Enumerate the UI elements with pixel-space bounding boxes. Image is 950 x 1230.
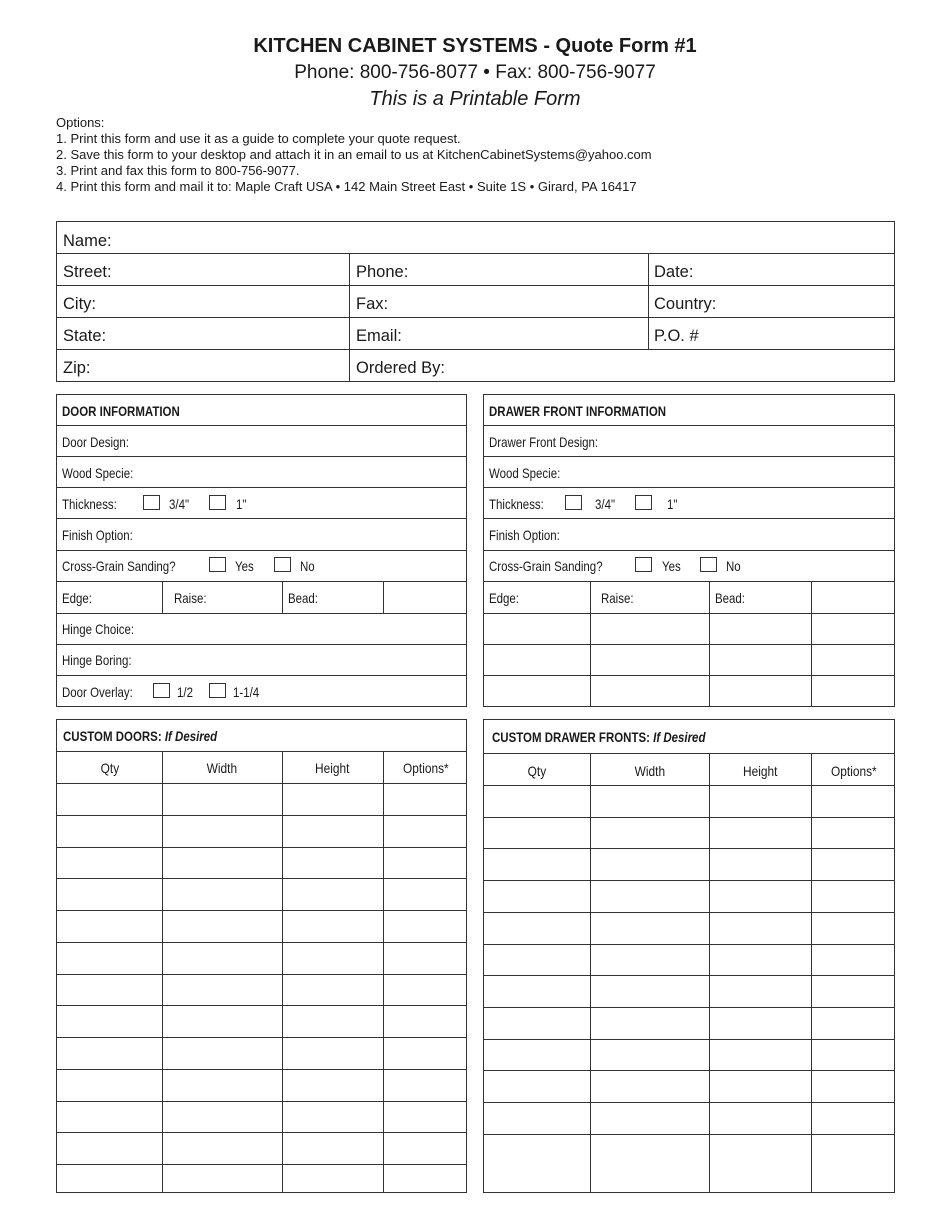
state-field[interactable]: State: (63, 327, 107, 345)
table-row-divider (484, 1102, 894, 1103)
option-item: 1. Print this form and use it as a guide to complete your quote request. (56, 131, 461, 146)
door-thickness-34-checkbox[interactable] (143, 495, 160, 510)
printable-note: This is a Printable Form (369, 88, 581, 110)
custom-doors-title: CUSTOM DOORS: (63, 728, 162, 744)
option-item: 2. Save this form to your desktop and attach it in an email to us at KitchenCabinetSystems@yahoo.com (56, 147, 652, 162)
door-raise-field[interactable]: Raise: (174, 590, 207, 606)
phone-field[interactable]: Phone: (356, 263, 409, 281)
door-finish-field[interactable]: Finish Option: (62, 527, 133, 543)
custom-drawers-col-qty: Qty (527, 763, 547, 779)
door-thickness-1-label: 1" (236, 496, 247, 512)
table-row-divider (484, 1007, 894, 1008)
custom-drawers-col-height: Height (742, 763, 778, 779)
table-row-divider (57, 910, 466, 911)
name-field[interactable]: Name: (63, 232, 112, 250)
street-field[interactable]: Street: (63, 263, 112, 281)
table-row-divider (484, 848, 894, 849)
table-row-divider (484, 944, 894, 945)
door-bead-field[interactable]: Bead: (288, 590, 319, 606)
table-row-divider (57, 1069, 466, 1070)
table-row-divider (57, 847, 466, 848)
door-wood-field[interactable]: Wood Specie: (62, 465, 134, 481)
door-edge-field[interactable]: Edge: (62, 590, 93, 606)
door-thickness-label: Thickness: (62, 496, 117, 512)
option-item: 4. Print this form and mail it to: Maple Craft USA • 142 Main Street East • Suite 1S • Girard, PA 16417 (56, 179, 637, 194)
custom-doors-table (56, 719, 467, 1193)
door-thickness-34-label: 3/4" (169, 496, 190, 512)
table-row-divider (57, 1037, 466, 1038)
table-row-divider (57, 1132, 466, 1133)
table-row-divider (57, 942, 466, 943)
table-row-divider (484, 975, 894, 976)
contact-info-box (56, 221, 895, 382)
drawer-thickness-34-label: 3/4" (595, 496, 616, 512)
door-overlay-1-1-4-label: 1-1/4 (233, 684, 260, 700)
drawer-info-box (483, 394, 895, 707)
po-field[interactable]: P.O. # (654, 327, 699, 345)
custom-doors-col-qty: Qty (100, 760, 119, 776)
door-info-title: DOOR INFORMATION (62, 403, 180, 419)
door-thickness-1-checkbox[interactable] (209, 495, 226, 510)
hinge-boring-field[interactable]: Hinge Boring: (62, 652, 132, 668)
phone-fax-line: Phone: 800-756-8077 • Fax: 800-756-9077 (294, 62, 656, 83)
drawer-bead-field[interactable]: Bead: (715, 590, 746, 606)
drawer-wood-field[interactable]: Wood Specie: (489, 465, 561, 481)
drawer-cross-grain-no-label: No (726, 558, 741, 574)
door-cross-grain-yes-checkbox[interactable] (209, 557, 226, 572)
table-row-divider (57, 815, 466, 816)
city-field[interactable]: City: (63, 295, 96, 313)
door-cross-grain-no-checkbox[interactable] (274, 557, 291, 572)
door-overlay-1-1-4-checkbox[interactable] (209, 683, 226, 698)
custom-doors-col-options: Options* (402, 760, 449, 776)
drawer-finish-field[interactable]: Finish Option: (489, 527, 560, 543)
drawer-thickness-1-checkbox[interactable] (635, 495, 652, 510)
ordered-by-field[interactable]: Ordered By: (356, 359, 445, 377)
zip-field[interactable]: Zip: (63, 359, 91, 377)
fax-field[interactable]: Fax: (356, 295, 389, 313)
drawer-raise-field[interactable]: Raise: (601, 590, 634, 606)
table-row-divider (484, 817, 894, 818)
drawer-cross-grain-yes-checkbox[interactable] (635, 557, 652, 572)
table-row-divider (484, 880, 894, 881)
door-overlay-half-checkbox[interactable] (153, 683, 170, 698)
form-title: KITCHEN CABINET SYSTEMS - Quote Form #1 (253, 35, 697, 57)
table-row-divider (57, 783, 466, 784)
door-cross-grain-label: Cross-Grain Sanding? (62, 558, 176, 574)
options-heading: Options: (56, 115, 105, 130)
door-cross-grain-no-label: No (300, 558, 315, 574)
custom-doors-col-width: Width (206, 760, 238, 776)
hinge-choice-field[interactable]: Hinge Choice: (62, 621, 135, 637)
door-overlay-label: Door Overlay: (62, 684, 133, 700)
drawer-thickness-label: Thickness: (489, 496, 544, 512)
drawer-thickness-34-checkbox[interactable] (565, 495, 582, 510)
table-row-divider (57, 878, 466, 879)
custom-drawers-title: CUSTOM DRAWER FRONTS: (492, 729, 650, 745)
custom-drawers-col-options: Options* (830, 763, 877, 779)
table-row-divider (484, 1134, 894, 1135)
drawer-cross-grain-yes-label: Yes (662, 558, 681, 574)
options-list (56, 115, 652, 195)
door-overlay-half-label: 1/2 (177, 684, 193, 700)
option-item: 3. Print and fax this form to 800-756-9077. (56, 163, 300, 178)
table-row-divider (57, 974, 466, 975)
table-row-divider (57, 1005, 466, 1006)
door-design-field[interactable]: Door Design: (62, 434, 129, 450)
door-info-box (56, 394, 467, 707)
table-row-divider (57, 1101, 466, 1102)
table-row-divider (484, 1039, 894, 1040)
table-row-divider (484, 1070, 894, 1071)
custom-drawers-col-width: Width (634, 763, 665, 779)
table-row-divider (57, 1164, 466, 1165)
drawer-edge-field[interactable]: Edge: (489, 590, 520, 606)
drawer-cross-grain-label: Cross-Grain Sanding? (489, 558, 603, 574)
date-field[interactable]: Date: (654, 263, 694, 281)
email-field[interactable]: Email: (356, 327, 402, 345)
custom-doors-col-height: Height (315, 760, 350, 776)
drawer-design-field[interactable]: Drawer Front Design: (489, 434, 599, 450)
drawer-thickness-1-label: 1" (667, 496, 678, 512)
door-cross-grain-yes-label: Yes (235, 558, 254, 574)
table-row-divider (484, 912, 894, 913)
drawer-cross-grain-no-checkbox[interactable] (700, 557, 717, 572)
table-row-divider (484, 785, 894, 786)
custom-drawers-table (483, 719, 895, 1193)
drawer-info-title: DRAWER FRONT INFORMATION (489, 403, 667, 419)
country-field[interactable]: Country: (654, 295, 717, 313)
custom-drawers-subtitle: If Desired (653, 729, 706, 745)
custom-doors-subtitle: If Desired (164, 728, 218, 744)
